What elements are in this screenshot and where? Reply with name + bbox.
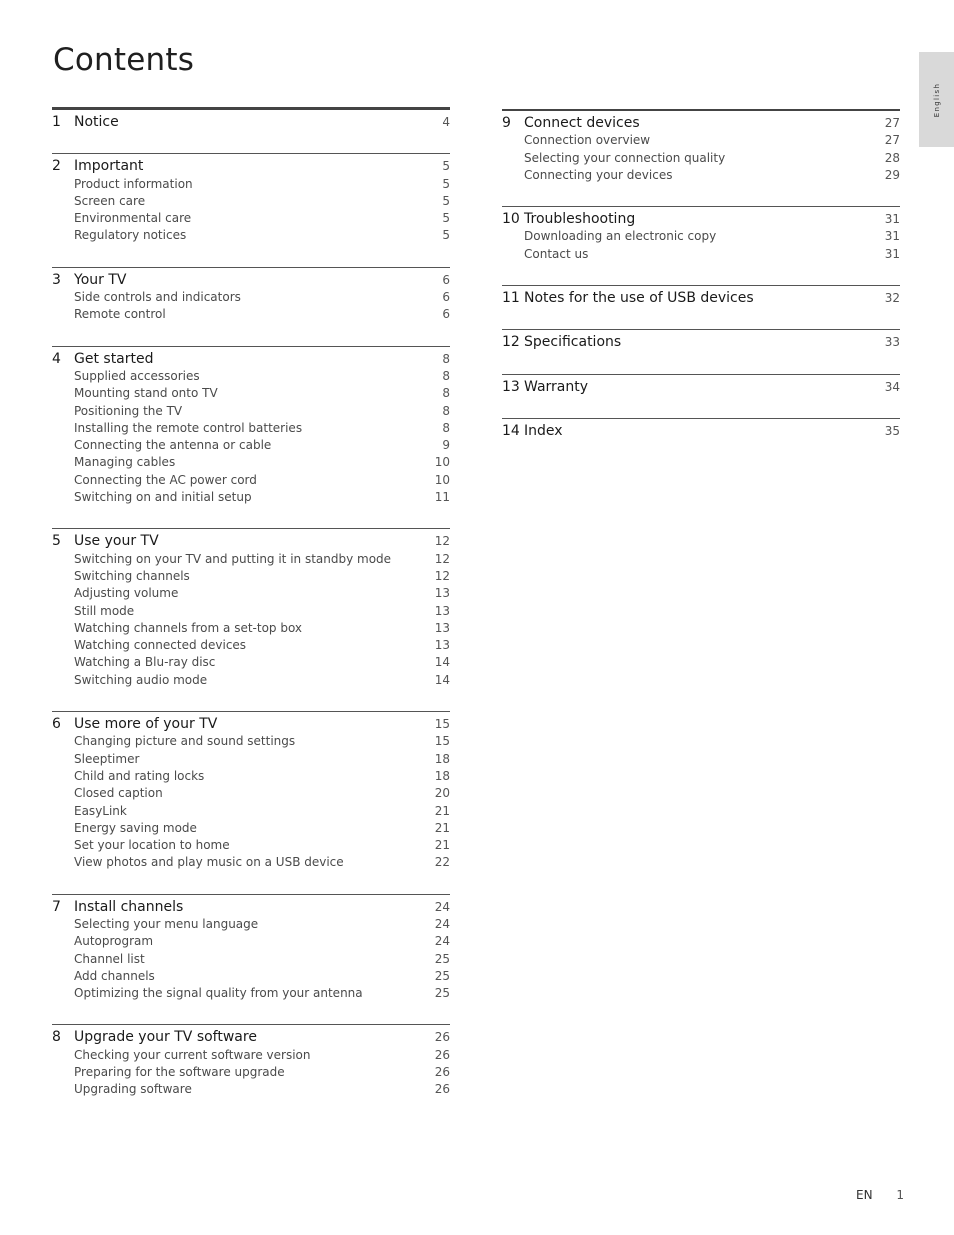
chapter-number: 9: [502, 115, 511, 131]
toc-section: [502, 329, 900, 351]
toc-subsection-entry[interactable]: [52, 1047, 450, 1064]
subsection-title: Checking your current software version: [74, 1047, 311, 1062]
chapter-page-number: 5: [442, 159, 450, 174]
subsection-title: Watching a Blu-ray disc: [74, 655, 216, 670]
chapter-number: 10: [502, 211, 520, 228]
chapter-page-number: 12: [434, 534, 450, 549]
toc-subsection-entry[interactable]: [52, 672, 450, 689]
subsection-page-number: 14: [434, 655, 450, 670]
subsection-page-number: 8: [442, 403, 450, 418]
subsection-page-number: 6: [442, 307, 450, 322]
toc-subsection-entry[interactable]: [52, 454, 450, 471]
toc-subsection-entry[interactable]: [52, 176, 450, 193]
chapter-page-number: 8: [442, 351, 450, 366]
subsection-title: Selecting your connection quality: [524, 150, 726, 165]
subsection-page-number: 26: [434, 1047, 450, 1062]
toc-subsection-entry[interactable]: [52, 403, 450, 420]
chapter-page-number: 34: [884, 379, 900, 394]
subsection-title: Channel list: [74, 951, 145, 966]
toc-section: [502, 109, 900, 184]
chapter-number: 4: [52, 350, 61, 367]
subsection-title: Autoprogram: [74, 934, 154, 949]
toc-subsection-entry[interactable]: [52, 437, 450, 454]
subsection-title: Upgrading software: [74, 1082, 192, 1097]
toc-chapter-entry[interactable]: [52, 1029, 450, 1046]
chapter-number: 3: [52, 271, 61, 288]
subsection-title: Installing the remote control batteries: [74, 420, 303, 435]
toc-chapter-entry[interactable]: [52, 716, 450, 733]
language-tab-label: English: [932, 82, 941, 117]
subsection-page-number: 27: [884, 133, 900, 148]
subsection-page-number: 28: [884, 150, 900, 165]
toc-subsection-entry[interactable]: [52, 568, 450, 585]
toc-subsection-entry[interactable]: [52, 768, 450, 785]
subsection-title: Managing cables: [74, 455, 176, 470]
toc-section: [502, 418, 900, 440]
toc-subsection-entry[interactable]: [52, 289, 450, 306]
chapter-title: Install channels: [74, 898, 184, 915]
subsection-title: Supplied accessories: [74, 368, 200, 383]
subsection-title: Selecting your menu language: [74, 916, 259, 931]
toc-section: [52, 107, 450, 131]
chapter-title: Upgrade your TV software: [74, 1029, 257, 1046]
subsection-page-number: 24: [434, 934, 450, 949]
subsection-page-number: 21: [434, 838, 450, 853]
toc-subsection-entry[interactable]: [52, 637, 450, 654]
page-footer: [856, 1188, 904, 1202]
chapter-page-number: 24: [434, 899, 450, 914]
subsection-title: Remote control: [74, 307, 166, 322]
toc-subsection-entry[interactable]: [52, 854, 450, 871]
toc-section: [52, 267, 450, 324]
toc-subsection-entry[interactable]: [52, 837, 450, 854]
toc-subsection-entry[interactable]: [502, 167, 900, 184]
toc-section: [502, 374, 900, 396]
chapter-page-number: 33: [884, 335, 900, 350]
subsection-title: EasyLink: [74, 803, 127, 818]
toc-chapter-entry[interactable]: [502, 115, 900, 132]
toc-subsection-entry[interactable]: [52, 210, 450, 227]
chapter-page-number: 32: [884, 291, 900, 306]
toc-subsection-entry[interactable]: [52, 368, 450, 385]
subsection-title: Set your location to home: [74, 838, 230, 853]
subsection-title: Environmental care: [74, 211, 192, 226]
chapter-number: 11: [502, 290, 520, 307]
subsection-page-number: 13: [434, 638, 450, 653]
chapter-number: 6: [52, 716, 61, 733]
toc-subsection-entry[interactable]: [52, 1064, 450, 1081]
subsection-title: Product information: [74, 176, 193, 191]
chapter-page-number: 35: [884, 423, 900, 438]
chapter-title: Troubleshooting: [524, 211, 636, 228]
subsection-page-number: 8: [442, 368, 450, 383]
toc-section: [52, 1024, 450, 1098]
toc-subsection-entry[interactable]: [52, 306, 450, 323]
subsection-page-number: 24: [434, 916, 450, 931]
subsection-title: Child and rating locks: [74, 768, 205, 783]
chapter-number: 2: [52, 158, 61, 175]
toc-subsection-entry[interactable]: [52, 733, 450, 750]
subsection-page-number: 21: [434, 803, 450, 818]
chapter-title: Important: [74, 158, 144, 175]
chapter-page-number: 31: [884, 212, 900, 227]
subsection-page-number: 11: [434, 490, 450, 505]
subsection-title: Contact us: [524, 246, 589, 261]
subsection-page-number: 31: [884, 246, 900, 261]
subsection-page-number: 6: [442, 290, 450, 305]
toc-subsection-entry[interactable]: [52, 551, 450, 568]
toc-chapter-entry[interactable]: [502, 423, 900, 440]
toc-subsection-entry[interactable]: [52, 751, 450, 768]
subsection-page-number: 8: [442, 420, 450, 435]
subsection-page-number: 15: [434, 734, 450, 749]
toc-chapter-entry[interactable]: [502, 379, 900, 396]
toc-subsection-entry[interactable]: [52, 193, 450, 210]
subsection-title: Energy saving mode: [74, 820, 197, 835]
subsection-page-number: 5: [442, 211, 450, 226]
subsection-page-number: 18: [434, 751, 450, 766]
toc-section: [502, 206, 900, 263]
chapter-title: Index: [524, 422, 563, 439]
toc-subsection-entry[interactable]: [52, 933, 450, 950]
toc-chapter-entry[interactable]: [52, 533, 450, 550]
subsection-title: Switching on and initial setup: [74, 490, 252, 505]
subsection-title: Switching channels: [74, 568, 190, 583]
toc-subsection-entry[interactable]: [502, 132, 900, 149]
chapter-title: Use more of your TV: [74, 716, 218, 733]
subsection-title: Downloading an electronic copy: [524, 229, 717, 244]
subsection-title: Regulatory notices: [74, 228, 187, 243]
toc-chapter-entry[interactable]: [52, 158, 450, 175]
toc-section: [52, 153, 450, 244]
chapter-number: 7: [52, 898, 61, 915]
toc-section: [52, 894, 450, 1003]
subsection-title: Add channels: [74, 968, 155, 983]
subsection-page-number: 5: [442, 176, 450, 191]
chapter-title: Connect devices: [524, 115, 640, 131]
subsection-title: Connection overview: [524, 133, 651, 148]
subsection-page-number: 5: [442, 193, 450, 208]
subsection-page-number: 26: [434, 1082, 450, 1097]
toc-subsection-entry[interactable]: [52, 620, 450, 637]
chapter-number: 8: [52, 1029, 61, 1046]
subsection-title: Changing picture and sound settings: [74, 734, 296, 749]
chapter-number: 13: [502, 378, 520, 395]
toc-subsection-entry[interactable]: [52, 1081, 450, 1098]
toc-chapter-entry[interactable]: [502, 211, 900, 228]
subsection-page-number: 10: [434, 472, 450, 487]
toc-subsection-entry[interactable]: [52, 785, 450, 802]
toc-section: [52, 528, 450, 689]
toc-subsection-entry[interactable]: [52, 603, 450, 620]
subsection-title: Connecting the antenna or cable: [74, 438, 272, 453]
chapter-page-number: 6: [442, 272, 450, 287]
subsection-title: Connecting the AC power cord: [74, 472, 257, 487]
chapter-page-number: 15: [434, 717, 450, 732]
subsection-page-number: 29: [884, 167, 900, 182]
toc-subsection-entry[interactable]: [52, 916, 450, 933]
chapter-title: Use your TV: [74, 533, 159, 550]
toc-subsection-entry[interactable]: [52, 803, 450, 820]
subsection-title: Optimizing the signal quality from your antenna: [74, 986, 363, 1001]
toc-subsection-entry[interactable]: [52, 951, 450, 968]
subsection-page-number: 9: [442, 438, 450, 453]
subsection-page-number: 13: [434, 586, 450, 601]
toc-chapter-entry[interactable]: [502, 334, 900, 351]
subsection-page-number: 22: [434, 855, 450, 870]
chapter-number: 1: [52, 114, 61, 130]
toc-section: [52, 346, 450, 507]
toc-left-column: [52, 107, 450, 1121]
toc-chapter-entry[interactable]: [502, 290, 900, 307]
subsection-page-number: 25: [434, 986, 450, 1001]
chapter-title: Specifications: [524, 334, 622, 351]
toc-subsection-entry[interactable]: [52, 654, 450, 671]
toc-chapter-entry[interactable]: [52, 272, 450, 289]
page-title: Contents: [53, 42, 195, 78]
toc-subsection-entry[interactable]: [52, 472, 450, 489]
subsection-page-number: 18: [434, 768, 450, 783]
subsection-page-number: 13: [434, 620, 450, 635]
toc-subsection-entry[interactable]: [502, 246, 900, 263]
subsection-page-number: 25: [434, 951, 450, 966]
subsection-title: Watching channels from a set-top box: [74, 620, 303, 635]
footer-page-number: 1: [896, 1188, 905, 1202]
chapter-number: 14: [502, 422, 520, 439]
subsection-title: Switching on your TV and putting it in standby mode: [74, 551, 392, 566]
subsection-page-number: 12: [434, 551, 450, 566]
subsection-title: Mounting stand onto TV: [74, 386, 218, 401]
toc-subsection-entry[interactable]: [52, 820, 450, 837]
subsection-page-number: 31: [884, 229, 900, 244]
toc-subsection-entry[interactable]: [52, 489, 450, 506]
toc-subsection-entry[interactable]: [52, 385, 450, 402]
toc-subsection-entry[interactable]: [52, 985, 450, 1002]
chapter-page-number: 4: [442, 115, 450, 129]
subsection-page-number: 26: [434, 1065, 450, 1080]
subsection-title: Still mode: [74, 603, 135, 618]
subsection-title: View photos and play music on a USB device: [74, 855, 344, 870]
toc-subsection-entry[interactable]: [52, 420, 450, 437]
toc-chapter-entry[interactable]: [52, 899, 450, 916]
chapter-number: 12: [502, 334, 520, 351]
subsection-page-number: 8: [442, 386, 450, 401]
subsection-title: Adjusting volume: [74, 586, 179, 601]
subsection-page-number: 20: [434, 786, 450, 801]
subsection-page-number: 21: [434, 820, 450, 835]
toc-subsection-entry[interactable]: [52, 585, 450, 602]
toc-chapter-entry[interactable]: [52, 114, 450, 131]
toc-subsection-entry[interactable]: [52, 227, 450, 244]
subsection-title: Preparing for the software upgrade: [74, 1065, 285, 1080]
subsection-title: Sleeptimer: [74, 751, 140, 766]
subsection-title: Connecting your devices: [524, 167, 673, 182]
toc-subsection-entry[interactable]: [502, 150, 900, 167]
subsection-title: Switching audio mode: [74, 672, 208, 687]
chapter-number: 5: [52, 533, 61, 550]
subsection-page-number: 13: [434, 603, 450, 618]
subsection-page-number: 12: [434, 568, 450, 583]
subsection-page-number: 25: [434, 968, 450, 983]
toc-section: [52, 711, 450, 872]
subsection-page-number: 14: [434, 672, 450, 687]
toc-chapter-entry[interactable]: [52, 351, 450, 368]
subsection-title: Positioning the TV: [74, 403, 183, 418]
chapter-title: Your TV: [74, 271, 127, 288]
language-tab: [919, 52, 954, 147]
toc-subsection-entry[interactable]: [502, 228, 900, 245]
chapter-title: Notice: [74, 114, 119, 130]
footer-language: EN: [856, 1188, 873, 1202]
subsection-title: Watching connected devices: [74, 638, 247, 653]
toc-right-column: [502, 109, 900, 462]
toc-subsection-entry[interactable]: [52, 968, 450, 985]
chapter-title: Notes for the use of USB devices: [524, 290, 754, 307]
chapter-page-number: 26: [434, 1030, 450, 1045]
subsection-page-number: 10: [434, 455, 450, 470]
chapter-title: Warranty: [524, 378, 589, 395]
subsection-title: Side controls and indicators: [74, 290, 241, 305]
chapter-page-number: 27: [884, 116, 900, 130]
subsection-page-number: 5: [442, 228, 450, 243]
toc-section: [502, 285, 900, 307]
subsection-title: Screen care: [74, 193, 146, 208]
subsection-title: Closed caption: [74, 786, 163, 801]
chapter-title: Get started: [74, 350, 154, 367]
